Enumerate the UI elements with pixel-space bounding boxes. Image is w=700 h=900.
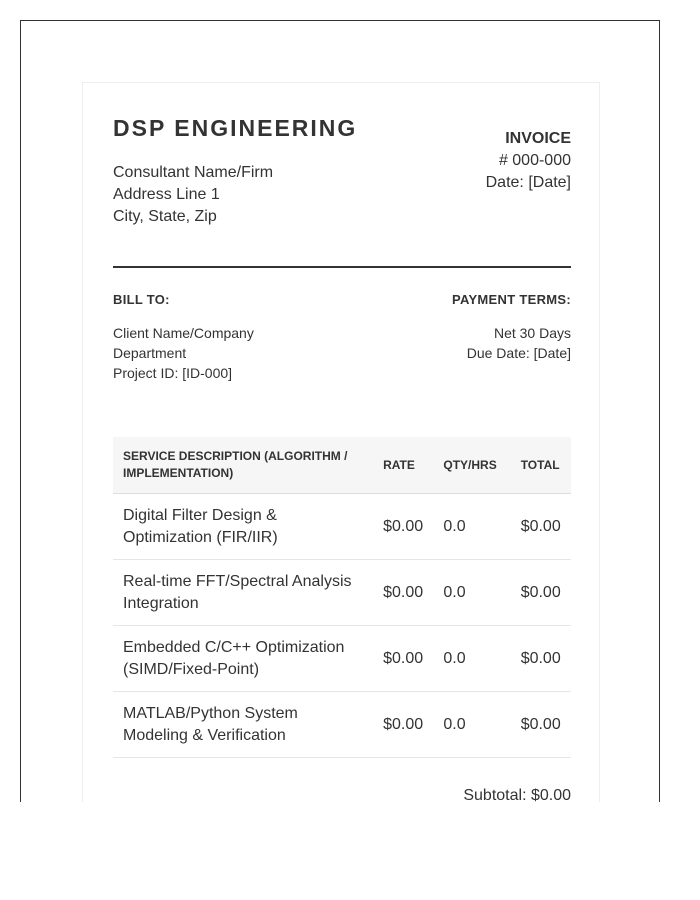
invoice-number: # 000-000 [498,152,571,169]
service-qty: 0.0 [433,494,510,560]
payment-terms-net: Net 30 Days [493,325,571,341]
due-date: Due Date: [Date] [466,345,571,361]
service-total: $0.00 [511,626,571,692]
service-qty: 0.0 [433,692,510,758]
client-name: Client Name/Company [113,325,254,341]
bill-to-label: BILL TO: [113,292,170,307]
service-total: $0.00 [511,560,571,626]
table-row [113,626,571,692]
service-rate: $0.00 [373,692,433,758]
header-rate: RATE [373,437,433,494]
payment-terms-block [452,290,571,363]
header-service-description: SERVICE DESCRIPTION (ALGORITHM / IMPLEMENTATION) [113,437,373,494]
table-row [113,494,571,560]
service-description: Embedded C/C++ Optimization (SIMD/Fixed-Point) [113,626,373,692]
service-description: MATLAB/Python System Modeling & Verification [113,692,373,758]
project-id: Project ID: [ID-000] [113,365,233,381]
header-divider [113,266,571,268]
invoice-header [113,83,571,268]
service-rate: $0.00 [373,626,433,692]
bill-to-block [113,290,254,383]
invoice-card [82,82,600,802]
client-department: Department [113,345,187,361]
payment-terms-details [452,323,571,363]
service-rate: $0.00 [373,560,433,626]
city-state-zip: City, State, Zip [113,208,217,225]
consultant-address [113,162,273,228]
service-total: $0.00 [511,692,571,758]
page-frame [20,20,660,802]
service-qty: 0.0 [433,560,510,626]
table-row [113,560,571,626]
header-qty-hrs: QTY/HRS [433,437,510,494]
service-description: Real-time FFT/Spectral Analysis Integration [113,560,373,626]
address-line: Address Line 1 [113,186,220,203]
table-header-row [113,437,571,494]
invoice-date: Date: [Date] [485,174,571,191]
service-qty: 0.0 [433,626,510,692]
subtotal: Subtotal: $0.00 [463,787,571,802]
header-total: TOTAL [511,437,571,494]
service-description: Digital Filter Design & Optimization (FIR/IIR) [113,494,373,560]
consultant-name: Consultant Name/Firm [113,164,274,181]
service-total: $0.00 [511,494,571,560]
invoice-meta [486,128,571,194]
bill-to-details [113,323,254,383]
service-rate: $0.00 [373,494,433,560]
invoice-title: INVOICE [505,130,571,147]
company-name: DSP ENGINEERING [113,115,358,141]
invoice-content [113,83,571,802]
table-row [113,692,571,758]
payment-terms-label: PAYMENT TERMS: [451,292,571,307]
services-table [113,437,571,758]
